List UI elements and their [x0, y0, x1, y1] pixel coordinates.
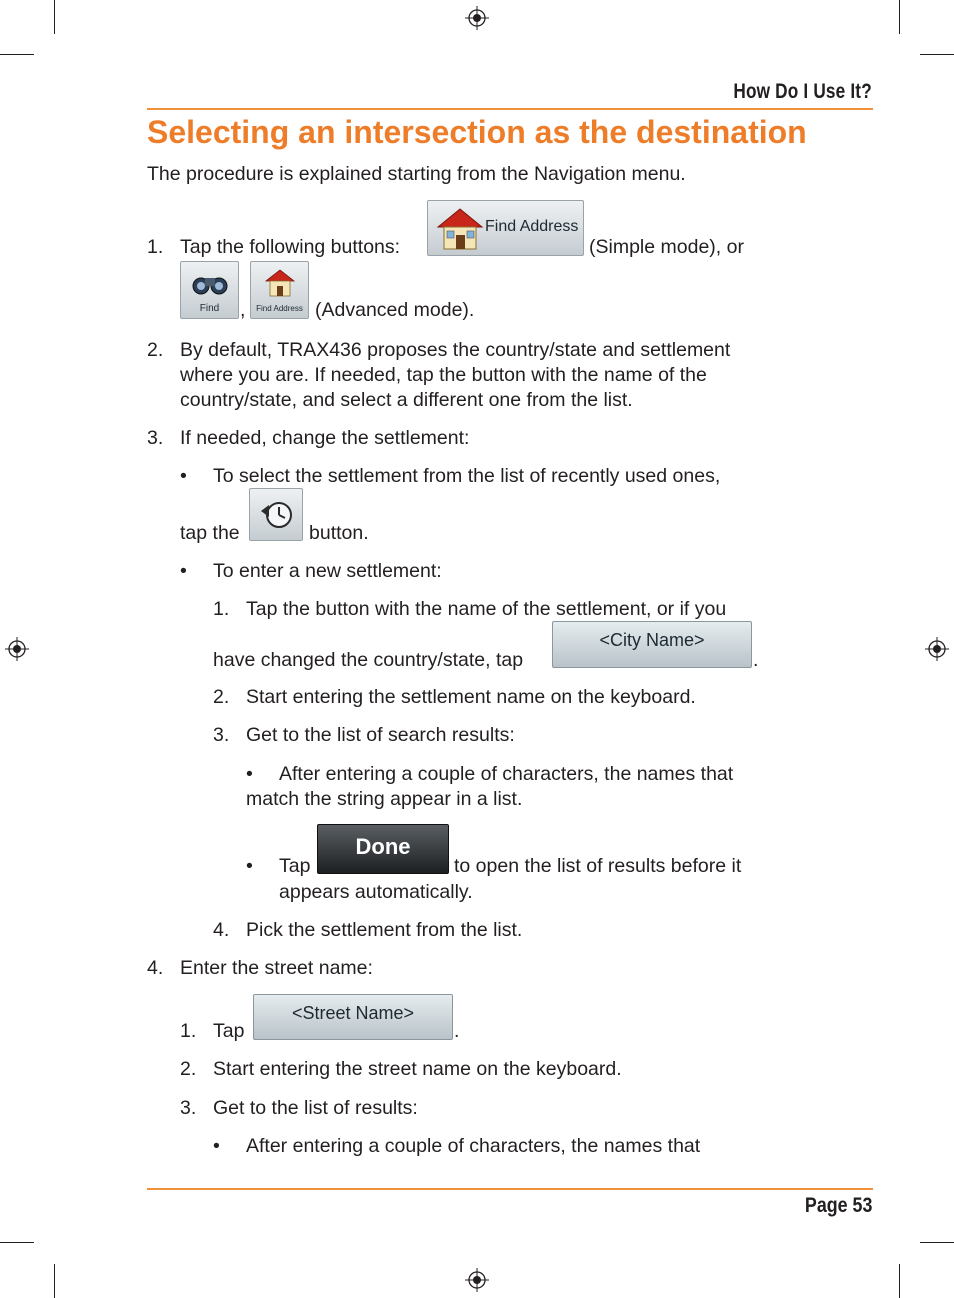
find-address-button[interactable] [427, 200, 584, 256]
bullet: • [246, 763, 253, 785]
step-text: Get to the list of search results: [246, 724, 515, 746]
step-text: . [454, 1020, 460, 1042]
crop-mark [899, 1264, 900, 1298]
find-address-small-button[interactable] [250, 261, 309, 319]
city-name-button[interactable] [552, 621, 752, 668]
step-text: After entering a couple of characters, the names that [246, 1135, 701, 1157]
step-number: 3. [180, 1097, 197, 1119]
section-header: How Do I Use It? [733, 80, 872, 103]
step-text: Tap the button with the name of the settlement, or if you [246, 598, 727, 620]
find-address-label: Find Address [485, 218, 579, 235]
house-icon [264, 267, 296, 299]
step-text: By default, TRAX436 proposes the country/state and settlement [180, 339, 731, 361]
bullet: • [180, 560, 187, 582]
footer-rule [147, 1188, 873, 1190]
step-text: match the string appear in a list. [246, 788, 523, 810]
step-number: 4. [147, 957, 164, 979]
step-text: tap the [180, 522, 240, 544]
find-label: Find [199, 303, 220, 314]
step-text: Start entering the settlement name on the keyboard. [246, 686, 696, 708]
step-text: . [753, 649, 759, 671]
step-text: have changed the country/state, tap [213, 649, 524, 671]
registration-mark-icon [5, 637, 29, 661]
history-icon [259, 497, 295, 533]
bullet: • [246, 855, 253, 877]
step-text: appears automatically. [279, 881, 473, 903]
step-number: 1. [180, 1020, 197, 1042]
street-name-button[interactable] [253, 994, 453, 1040]
step-number: 1. [147, 236, 164, 258]
step-text: After entering a couple of characters, the names that [279, 763, 734, 785]
step-text: Pick the settlement from the list. [246, 919, 523, 941]
bullet: • [213, 1135, 220, 1157]
registration-mark-icon [925, 637, 949, 661]
step-text: Tap [213, 1020, 245, 1042]
registration-mark-icon [465, 6, 489, 30]
step-text: where you are. If needed, tap the button with the name of the [180, 364, 707, 386]
registration-mark-icon [465, 1268, 489, 1292]
bullet: • [180, 465, 187, 487]
step-text: Get to the list of results: [213, 1097, 418, 1119]
crop-mark [0, 1242, 34, 1243]
step-text: to open the list of results before it [454, 855, 742, 877]
crop-mark [920, 1242, 954, 1243]
step-text: Start entering the street name on the keyboard. [213, 1058, 622, 1080]
crop-mark [54, 0, 55, 34]
comma-text: , [240, 299, 246, 321]
done-label: Done [355, 834, 411, 859]
step-number: 2. [147, 339, 164, 361]
step-number: 4. [213, 919, 230, 941]
crop-mark [54, 1264, 55, 1298]
step-text: Enter the street name: [180, 957, 373, 979]
house-icon [434, 205, 486, 253]
step-number: 3. [213, 724, 230, 746]
step-text: To select the settlement from the list of recently used ones, [213, 465, 721, 487]
city-name-label: <City Name> [599, 630, 705, 650]
step-text: Tap the following buttons: [180, 236, 401, 258]
step-number: 2. [213, 686, 230, 708]
recent-settlements-button[interactable] [249, 488, 303, 541]
header-rule [147, 108, 873, 110]
step-number: 2. [180, 1058, 197, 1080]
step-text: Tap [279, 855, 311, 877]
street-name-label: <Street Name> [291, 1002, 415, 1023]
page-title: Selecting an intersection as the destination [147, 114, 807, 150]
step-text: button. [309, 522, 369, 544]
page-number: Page 53 [804, 1194, 872, 1217]
crop-mark [899, 0, 900, 34]
crop-mark [920, 54, 954, 55]
intro-text: The procedure is explained starting from the Navigation menu. [147, 163, 686, 185]
find-button[interactable] [180, 261, 239, 319]
step-text: country/state, and select a different one from the list. [180, 389, 633, 411]
done-button[interactable] [317, 824, 449, 874]
step-number: 1. [213, 598, 230, 620]
step-text: To enter a new settlement: [213, 560, 442, 582]
step-text: (Simple mode), or [589, 236, 744, 258]
step-text: If needed, change the settlement: [180, 427, 470, 449]
binoculars-icon [191, 268, 229, 298]
crop-mark [0, 54, 34, 55]
step-text: (Advanced mode). [315, 299, 475, 321]
find-address-small-label: Find Address [256, 304, 303, 313]
step-number: 3. [147, 427, 164, 449]
